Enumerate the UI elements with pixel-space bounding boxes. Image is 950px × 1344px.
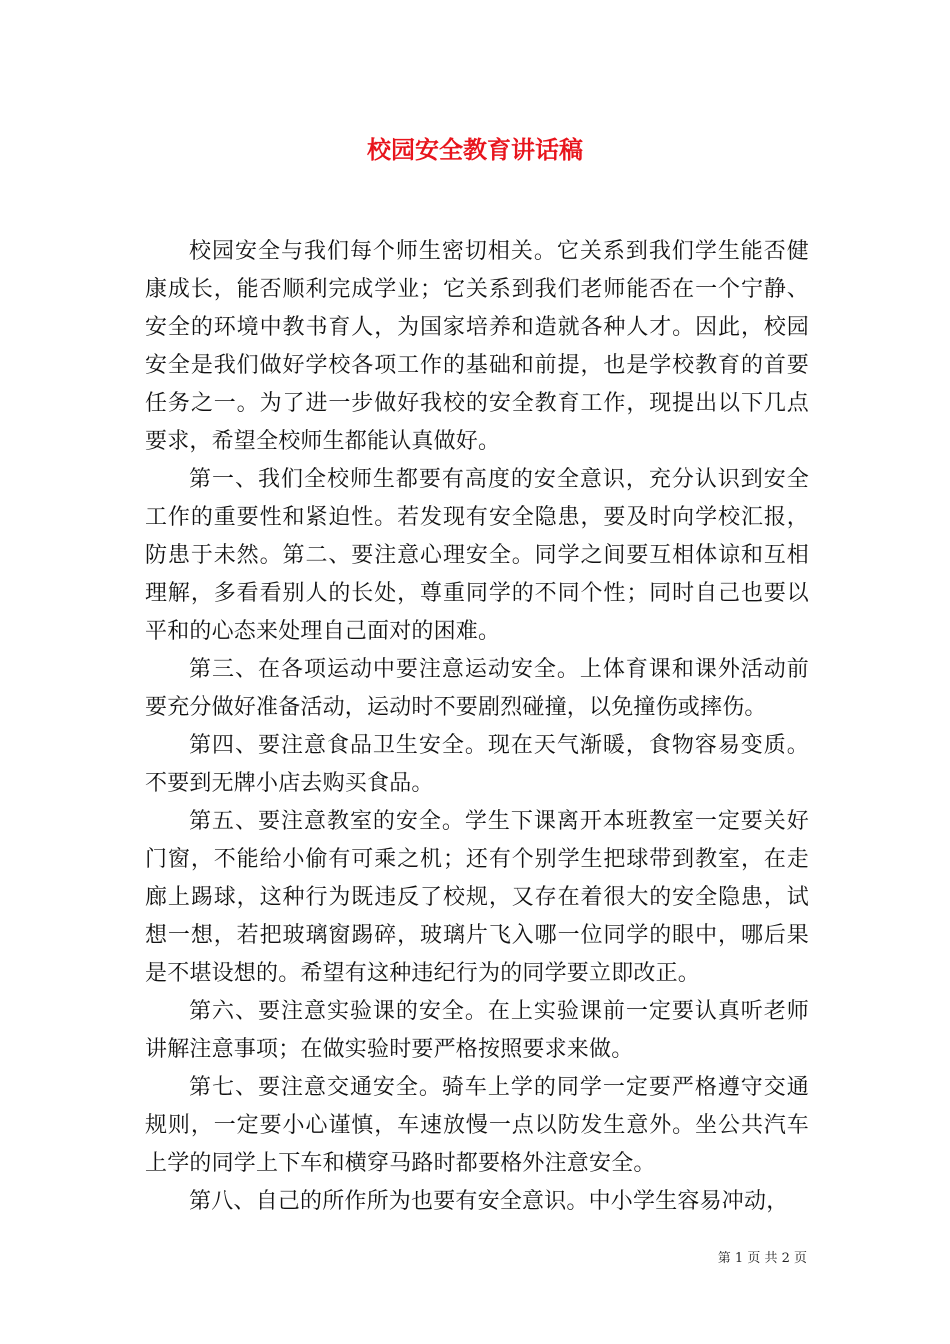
paragraph-first-second: 第一、我们全校师生都要有高度的安全意识，充分认识到安全工作的重要性和紧迫性。若发现有安全隐患，要及时向学校汇报，防患于未然。第二、要注意心理安全。同学之间要互相体谅和互相理解，多看看别人的长处，尊重同学的不同个性；同时自己也要以平和的心态来处理自己面对的困难。 bbox=[145, 467, 809, 644]
paragraph-third: 第三、在各项运动中要注意运动安全。上体育课和课外活动前要充分做好准备活动，运动时不要剧烈碰撞，以免撞伤或摔伤。 bbox=[145, 657, 809, 720]
page-title: 校园安全教育讲话稿 bbox=[367, 135, 583, 164]
paragraph-sixth: 第六、要注意实验课的安全。在上实验课前一定要认真听老师讲解注意事项；在做实验时要严格按照要求来做。 bbox=[145, 999, 809, 1062]
page-number-footer: 第 1 页 共 2 页 bbox=[717, 1251, 807, 1266]
paragraph-eighth: 第八、自己的所作所为也要有安全意识。中小学生容易冲动， bbox=[189, 1189, 789, 1214]
paragraph-intro: 校园安全与我们每个师生密切相关。它关系到我们学生能否健康成长，能否顺利完成学业；它关系到我们老师能否在一个宁静、安全的环境中教书育人，为国家培养和造就各种人才。因此，校园安全是我们做好学校各项工作的基础和前提，也是学校教育的首要任务之一。为了进一步做好我校的安全教育工作，现提出以下几点要求，希望全校师生都能认真做好。 bbox=[145, 239, 809, 454]
paragraph-fourth: 第四、要注意食品卫生安全。现在天气渐暖，食物容易变质。不要到无牌小店去购买食品。 bbox=[145, 733, 809, 796]
paragraph-fifth: 第五、要注意教室的安全。学生下课离开本班教室一定要关好门窗，不能给小偷有可乘之机；还有个别学生把球带到教室，在走廊上踢球，这种行为既违反了校规，又存在着很大的安全隐患，试想一想，若把玻璃窗踢碎，玻璃片飞入哪一位同学的眼中，哪后果是不堪设想的。希望有这种违纪行为的同学要立即改正。 bbox=[145, 809, 809, 986]
document-body bbox=[145, 233, 809, 1221]
paragraph-seventh: 第七、要注意交通安全。骑车上学的同学一定要严格遵守交通规则，一定要小心谨慎，车速放慢一点以防发生意外。坐公共汽车上学的同学上下车和横穿马路时都要格外注意安全。 bbox=[145, 1075, 809, 1176]
